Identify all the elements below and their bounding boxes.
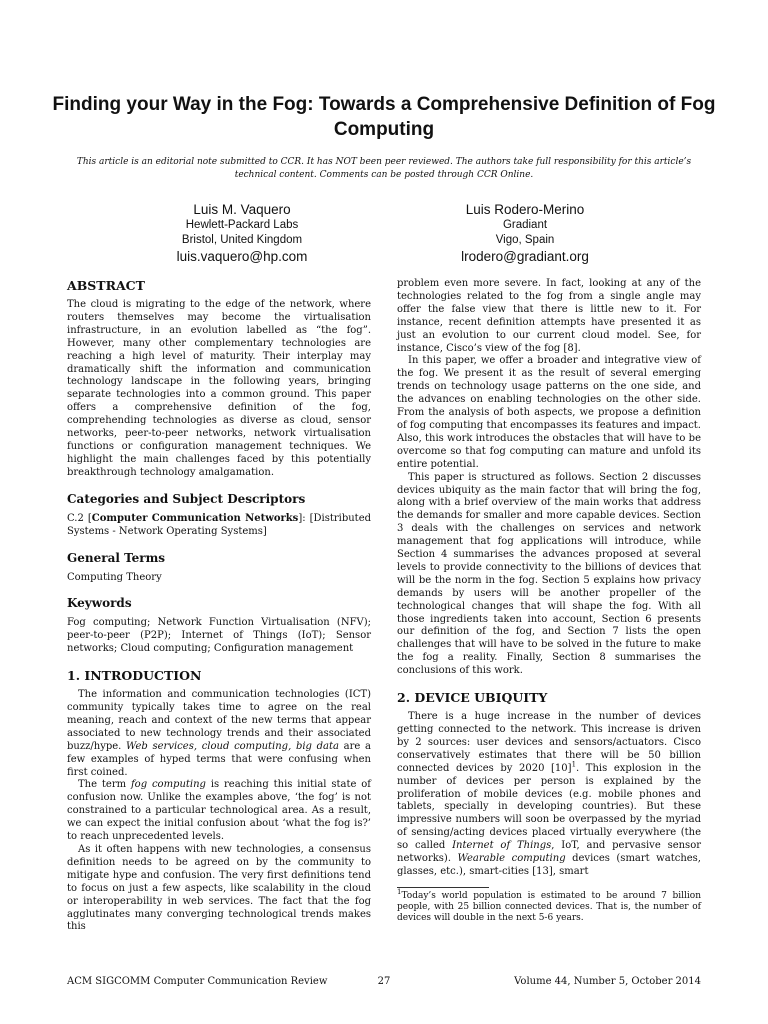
left-column	[67, 278, 371, 934]
intro-paragraph-3: As it often happens with new technologies, a consensus definition needs to be agreed on by the community to mitigate hype and confusion. The very first definitions tend to focus on just a few aspects, like scalability in the cloud or interoperability in web services. The fact that the fog agglutinates many converging technological trends makes this	[67, 844, 371, 933]
author-affiliation: Hewlett-Packard Labs	[185, 219, 299, 231]
footnote-rule	[397, 887, 489, 888]
page-footer	[67, 975, 701, 989]
general-terms-text: Computing Theory	[67, 571, 162, 583]
general-terms-heading: General Terms	[67, 550, 166, 565]
author-location: Bristol, United Kingdom	[181, 234, 303, 246]
intro-paragraph-5: In this paper, we offer a broader and integrative view of the fog. We present it as the result of several emerging trends on technology usage patterns on the one side, and the advances on enabling technologies on the other side. From the analysis of both aspects, we propose a definition of fog computing that encompasses its features and impact. Also, this work introduces the obstacles that will have to be overcome so that fog computing can mature and unfold its entire potential.	[397, 355, 701, 470]
intro-paragraph-1: The information and communication technologies (ICT) community typically takes time to agree on the real meaning, reach and context of the new terms that appear associated to new technology trends and their associated buzz/hype. Web services, cloud computing, big data are a few examples of hyped terms that were confusing when first coined.	[67, 689, 371, 778]
categories-text: C.2 [Computer Communication Networks]: [Distributed Systems - Network Operating Systems]	[67, 512, 372, 537]
author-email: luis.vaquero@hp.com	[176, 249, 308, 264]
introduction-heading: 1. INTRODUCTION	[67, 668, 202, 684]
author-affiliation: Gradiant	[502, 219, 548, 231]
right-column	[397, 278, 701, 924]
editorial-note: This article is an editorial note submitted to CCR. It has NOT been peer reviewed. The authors take full responsibility for this article’s technical content. Comments can be posted through CCR Online.	[76, 157, 692, 180]
intro-paragraph-2: The term fog computing is reaching this initial state of confusion now. Unlike the examples above, ‘the fog’ is not constrained to a particular technological area. As a result, we can expect the initial confusion about ‘what the fog is?’ to reach unprecedented levels.	[67, 779, 372, 843]
author-name: Luis Rodero-Merino	[465, 202, 585, 217]
categories-heading: Categories and Subject Descriptors	[67, 491, 306, 506]
keywords-heading: Keywords	[67, 596, 132, 611]
device-ubiquity-paragraph: There is a huge increase in the number of devices getting connected to the network. This increase is driven by 2 sources: user devices and sensors/actuators. Cisco conservatively estimates that there will be 50 billion connected devices by 2020 $[10]^1$. This explosion in the number of devices per person is explained by the proliferation of mobile devices (e.g. mobile phones and tablets, specially in developing countries). But these impressive numbers will soon be overpassed by the myriad of sensing/acting devices placed virtually everywhere (the so called Internet of Things, IoT, and pervasive sensor networks). Wearable computing devices (smart watches, glasses, etc.), smart-cities [13], smart	[397, 711, 701, 877]
author-location: Vigo, Spain	[495, 234, 555, 246]
footer-volume: Volume 44, Number 5, October 2014	[514, 976, 701, 987]
author-block-1	[112, 201, 372, 265]
abstract-heading: ABSTRACT	[67, 278, 145, 293]
keywords-text: Fog computing; Network Function Virtualisation (NFV); peer-to-peer (P2P); Internet of Things (IoT); Sensor networks; Cloud computing; Configuration management	[67, 617, 371, 655]
author-block-2	[395, 201, 655, 265]
footnote: $^1$Today’s world population is estimated to be around 7 billion people, with 25 billion connected devices. That is, the number of devices will double in the next 5-6 years.	[397, 887, 701, 923]
abstract-text: The cloud is migrating to the edge of the network, where routers themselves may become the virtualisation infrastructure, in an evolution labelled as “the fog”. However, many other complementary technologies are reaching a high level of maturity. Their interplay may dramatically shift the information and communication technology landscape in the following years, bringing separate technologies into a common ground. This paper offers a comprehensive definition of the fog, comprehending technologies as diverse as cloud, sensor networks, peer-to-peer networks, network virtualisation functions or configuration management techniques. We highlight the main challenges faced by this potentially breakthrough technology amalgamation.	[67, 299, 371, 478]
intro-paragraph-4: problem even more severe. In fact, looking at any of the technologies related to the fog from a single angle may offer the false view that there is little new to it. For instance, recent definition attempts have presented it as just an evolution to our current cloud model. See, for instance, Cisco’s view of the fog [8].	[397, 278, 701, 354]
author-email: lrodero@gradiant.org	[461, 249, 589, 264]
device-ubiquity-heading: 2. DEVICE UBIQUITY	[397, 690, 548, 706]
paper-title: Finding your Way in the Fog: Towards a Comprehensive Definition of Fog Computing	[52, 94, 716, 140]
intro-paragraph-6: This paper is structured as follows. Section 2 discusses devices ubiquity as the main factor that will bring the fog, along with a brief overview of the main works that address the demands for smaller and more capable devices. Section 3 deals with the challenges on services and network management that fog applications will introduce, while Section 4 summarises the advances proposed at several levels to provide connectivity to the billions of devices that will be the norm in the fog. Section 5 explains how privacy demands by users will be another propeller of the technological changes that will shape the fog. With all those ingredients taken into account, Section 6 presents our definition of the fog, and Section 7 lists the open challenges that will have to be solved in the future to make the fog a reality. Finally, Section 8 summarises the conclusions of this work.	[397, 471, 701, 677]
footer-venue: ACM SIGCOMM Computer Communication Review	[67, 976, 328, 987]
footer-page-number: 27	[377, 976, 391, 987]
author-name: Luis M. Vaquero	[193, 202, 291, 217]
